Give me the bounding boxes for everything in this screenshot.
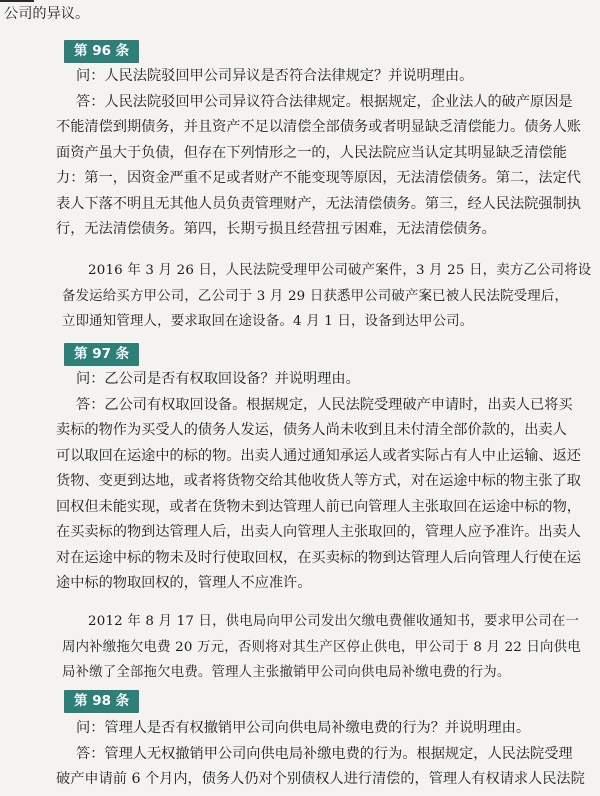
case-line: 2012 年 8 月 17 日，供电局向甲公司发出欠缴电费催收通知书，要求甲公司在一: [88, 614, 580, 629]
article-97-answer-line: 回权但未能实现，或者在货物未到达管理人前已向管理人主张取回在运途中标的物，: [56, 498, 581, 515]
case-paragraph-2: [0, 609, 600, 686]
article-96-block: [0, 64, 600, 243]
case-line: 2016 年 3 月 26 日，人民法院受理甲公司破产案件，3 月 25 日，卖方乙公司将设: [88, 263, 592, 278]
article-97-answer-line: 答：乙公司有权取回设备。根据规定，人民法院受理破产申请时，出卖人已将买: [76, 396, 573, 413]
article-97-answer-line: 对在运途中标的物未及时行使取回权，在买卖标的物到达管理人后向管理人行使在运: [56, 549, 581, 566]
article-98-block: [0, 716, 600, 793]
article-96-answer-line: 力：第一，因资金严重不足或者财产不能变现等原因，无法清偿债务。第二，法定代: [56, 170, 581, 186]
article-97-answer-line: 货物、变更到达地，或者将货物交给其他收货人等方式，对在运途中标的物主张了取: [56, 473, 581, 489]
article-96-answer-line: 答：人民法院驳回甲公司异议符合法律规定。根据规定，企业法人的破产原因是: [76, 93, 573, 110]
case-line: 备发运给买方甲公司，乙公司于 3 月 29 日获悉甲公司破产案已被人民法院受理后，: [62, 288, 569, 304]
article-96-answer-line: 不能清偿到期债务，并且资产不足以清偿全部债务或者明显缺乏清偿能力。债务人账: [56, 119, 581, 135]
article-97-answer-line: 可以取回在运途中的标的物。出卖人通过通知承运人或者实际占有人中止运输、返还: [56, 447, 581, 464]
article-98-question: 问：管理人是否有权撤销甲公司向供电局补缴电费的行为？并说明理由。: [76, 720, 531, 736]
article-96-answer-line: 面资产虽大于负债，但存在下列情形之一的，人民法院应当认定其明显缺乏清偿能: [56, 144, 567, 161]
article-97-answer-line: 在买卖标的物到达管理人后，出卖人向管理人主张取回的，管理人应予准许。出卖人: [56, 524, 581, 540]
case-paragraph-1: [0, 258, 600, 335]
article-98-answer-line: 破产申请前 6 个月内，债务人仍对个别债权人进行清偿的，管理人有权请求人民法院: [56, 771, 585, 787]
article-96-question: 问：人民法院驳回甲公司异议是否符合法律规定？并说明理由。: [76, 68, 474, 84]
article-98-badge: 第 98 条: [64, 690, 139, 713]
article-98-answer-line: 答：管理人无权撤销甲公司向供电局补缴电费的行为。根据规定，人民法院受理: [76, 745, 573, 762]
case-line: 周内补缴拖欠电费 20 万元，否则将对其生产区停止供电，甲公司于 8 月 22 日向供电: [62, 639, 581, 655]
case-line: 立即通知管理人，要求取回在途设备。4 月 1 日，设备到达甲公司。: [62, 314, 474, 329]
top-fragment: 公司的异议。: [4, 6, 90, 22]
article-96-answer-line: 表人下落不明且无其他人员负责管理财产，无法清偿债务。第三，经人民法院强制执: [56, 195, 581, 212]
article-97-block: [0, 367, 600, 597]
article-96-badge: 第 96 条: [64, 40, 139, 63]
case-line: 局补缴了全部拖欠电费。管理人主张撤销甲公司向供电局补缴电费的行为。: [62, 665, 511, 680]
article-97-answer-line: 卖标的物作为买受人的债务人发运，债务人尚未收到且未付清全部价款的，出卖人: [56, 422, 567, 438]
article-97-question: 问：乙公司是否有权取回设备？并说明理由。: [76, 371, 360, 387]
article-97-badge: 第 97 条: [64, 343, 139, 366]
article-97-answer-line: 途中标的物取回权的，管理人不应准许。: [56, 575, 312, 591]
top-fragment-block: [0, 2, 600, 28]
article-96-answer-line: 行，无法清偿债务。第四，长期亏损且经营扭亏困难，无法清偿债务。: [56, 221, 496, 237]
